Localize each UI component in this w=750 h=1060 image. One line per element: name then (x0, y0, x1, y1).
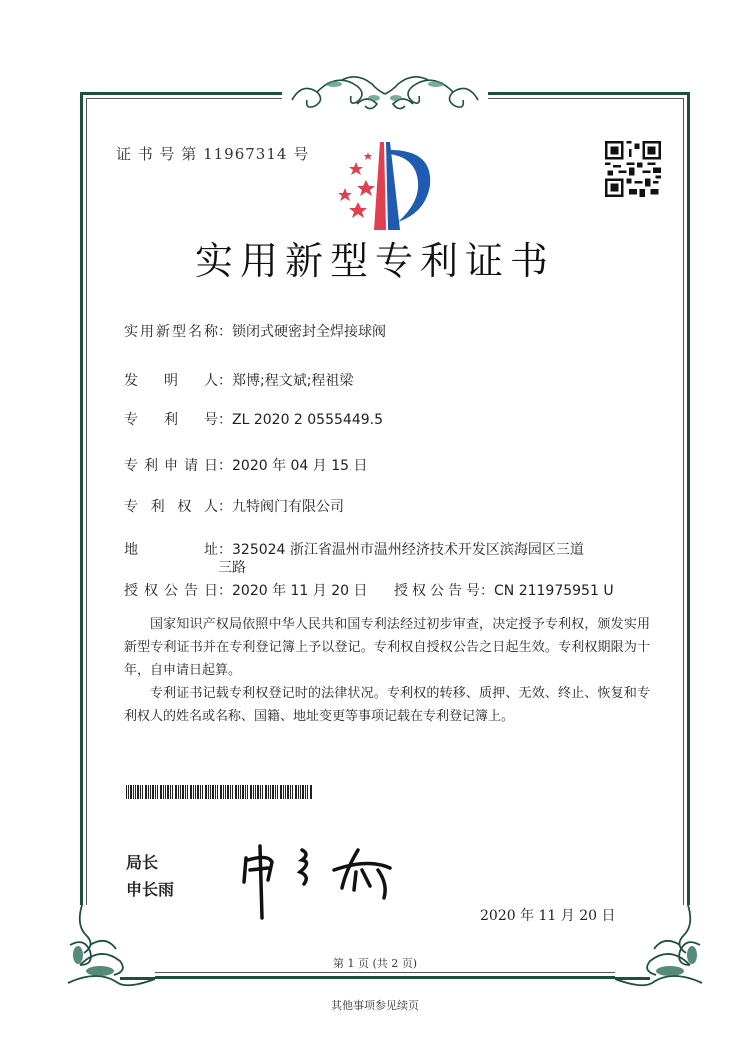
field-label: 专利权人 (124, 499, 218, 515)
colon: ： (218, 412, 232, 428)
field-label: 授权公告号 (394, 583, 480, 599)
colon: ： (218, 458, 232, 474)
field-label: 专利号 (124, 412, 218, 428)
field-value: 郑博;程文斌;程祖梁 (232, 373, 354, 389)
barcode-icon (126, 785, 312, 799)
field-address (124, 539, 584, 559)
field-label: 实用新型名称 (124, 324, 218, 340)
certificate-number-label: 证 书 号 第 (116, 145, 198, 163)
field-grant-announcement-number (394, 580, 614, 600)
field-value: 锁闭式硬密封全焊接球阀 (232, 324, 386, 340)
field-value: 九特阀门有限公司 (232, 499, 344, 515)
field-label: 发明人 (124, 373, 218, 389)
signature-date: 2020 年 11 月 20 日 (480, 908, 616, 924)
colon: ： (218, 324, 232, 340)
colon: ： (480, 583, 494, 599)
field-value: 2020 年 11 月 20 日 (232, 583, 368, 599)
legal-paragraph-1: 国家知识产权局依照中华人民共和国专利法经过初步审查，决定授予专利权，颁发实用新型专利证书并在专利登记簿上予以登记。专利权自授权公告之日起生效。专利权期限为十年，自申请日起算。 (124, 617, 650, 678)
field-label: 专利申请日 (124, 458, 218, 474)
certificate-number (116, 143, 309, 164)
field-value: CN 211975951 U (494, 583, 614, 599)
field-inventors (124, 370, 353, 390)
certificate-number-suffix: 号 (293, 145, 310, 163)
colon: ： (218, 542, 232, 558)
field-patent-number (124, 409, 383, 429)
top-ornament-icon (282, 70, 488, 116)
field-utility-model-name (124, 321, 386, 341)
field-value: 325024 浙江省温州市温州经济技术开发区滨海园区三道 (232, 542, 584, 558)
corner-ornament-left-icon (60, 905, 155, 990)
colon: ： (218, 499, 232, 515)
colon: ： (218, 583, 232, 599)
legal-paragraph-2: 专利证书记载专利权登记时的法律状况。专利权的转移、质押、无效、终止、恢复和专利权人的姓名或名称、国籍、地址变更等事项记载在专利登记簿上。 (124, 686, 650, 724)
handwritten-signature-icon (238, 840, 408, 920)
field-value: 2020 年 04 月 15 日 (232, 458, 368, 474)
signatory-title: 局长 (126, 853, 159, 872)
certificate-title: 实用新型专利证书 (194, 239, 555, 283)
cnipa-logo-icon (328, 140, 438, 230)
field-patentee (124, 496, 344, 516)
footer-note: 其他事项参见续页 (331, 999, 419, 1012)
field-value: ZL 2020 2 0555449.5 (232, 412, 383, 428)
qr-code-icon (605, 141, 661, 197)
field-grant-announcement-date (124, 580, 368, 600)
field-application-date (124, 455, 368, 475)
corner-ornament-right-icon (615, 905, 710, 990)
signatory-name: 申长雨 (126, 880, 175, 899)
field-label: 授权公告日 (124, 583, 218, 599)
page-indicator: 第 1 页 (共 2 页) (332, 957, 418, 970)
field-label: 地址 (124, 542, 218, 558)
certificate-number-value: 11967314 (203, 145, 288, 163)
colon: ： (218, 373, 232, 389)
field-address-line2: 三路 (218, 560, 246, 576)
